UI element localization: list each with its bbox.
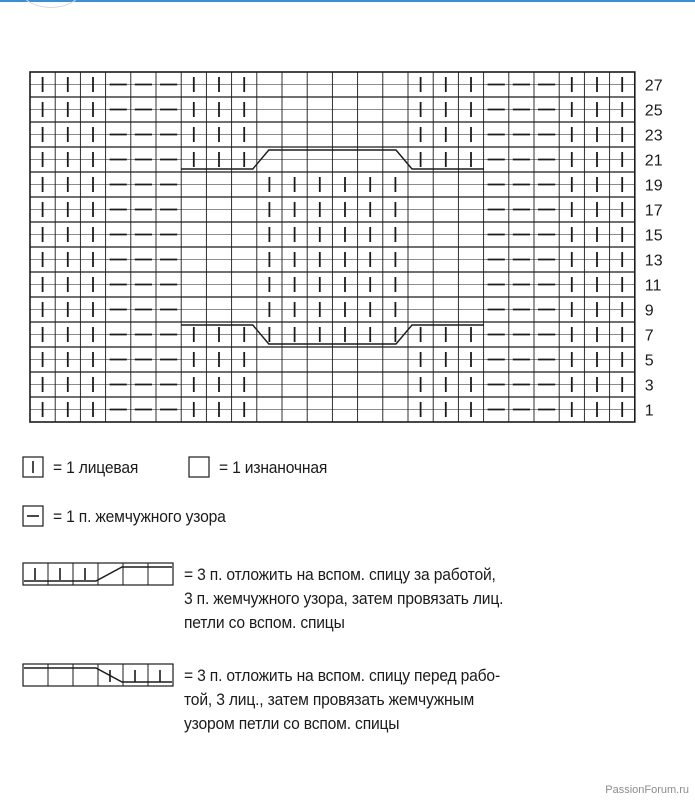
legend-cable-back-symbol bbox=[22, 562, 174, 586]
row-label: 25 bbox=[644, 102, 663, 120]
row-label: 5 bbox=[644, 352, 654, 370]
row-label: 17 bbox=[644, 202, 663, 220]
legend-cable-front-symbol bbox=[22, 663, 174, 687]
legend-knit-text: = 1 лицевая bbox=[53, 458, 139, 477]
row-label: 23 bbox=[644, 127, 663, 145]
watermark: PassionForum.ru bbox=[605, 784, 689, 796]
legend-seed-symbol bbox=[22, 505, 44, 527]
legend-knit bbox=[22, 456, 146, 480]
legend-cable-front-text: = 3 п. отложить на вспом. спицу перед рабо- той, 3 лиц., затем провязать жемчужным узором петли со вспом. спицы bbox=[184, 666, 500, 733]
legend-knit-symbol bbox=[22, 456, 44, 478]
row-label: 3 bbox=[644, 377, 654, 395]
row-label: 7 bbox=[644, 327, 654, 345]
legend-seed bbox=[22, 505, 241, 529]
legend-purl-symbol bbox=[188, 456, 210, 478]
row-label: 21 bbox=[644, 152, 663, 170]
row-label: 15 bbox=[644, 227, 663, 245]
row-label: 27 bbox=[644, 77, 663, 95]
legend-seed-text: = 1 п. жемчужного узора bbox=[53, 507, 226, 526]
row-label: 11 bbox=[644, 277, 662, 295]
legend-purl-text: = 1 изнаночная bbox=[219, 458, 328, 477]
legend-cable-back bbox=[22, 562, 531, 635]
row-label: 19 bbox=[644, 177, 663, 195]
legend-purl bbox=[188, 456, 337, 480]
row-label: 1 bbox=[644, 402, 654, 420]
row-label: 9 bbox=[644, 302, 654, 320]
row-label: 13 bbox=[644, 252, 663, 270]
legend-cable-front bbox=[22, 663, 527, 736]
legend-cable-back-text: = 3 п. отложить на вспом. спицу за работой, 3 п. жемчужного узора, затем провязать лиц. петли со вспом. спицы bbox=[184, 565, 504, 632]
